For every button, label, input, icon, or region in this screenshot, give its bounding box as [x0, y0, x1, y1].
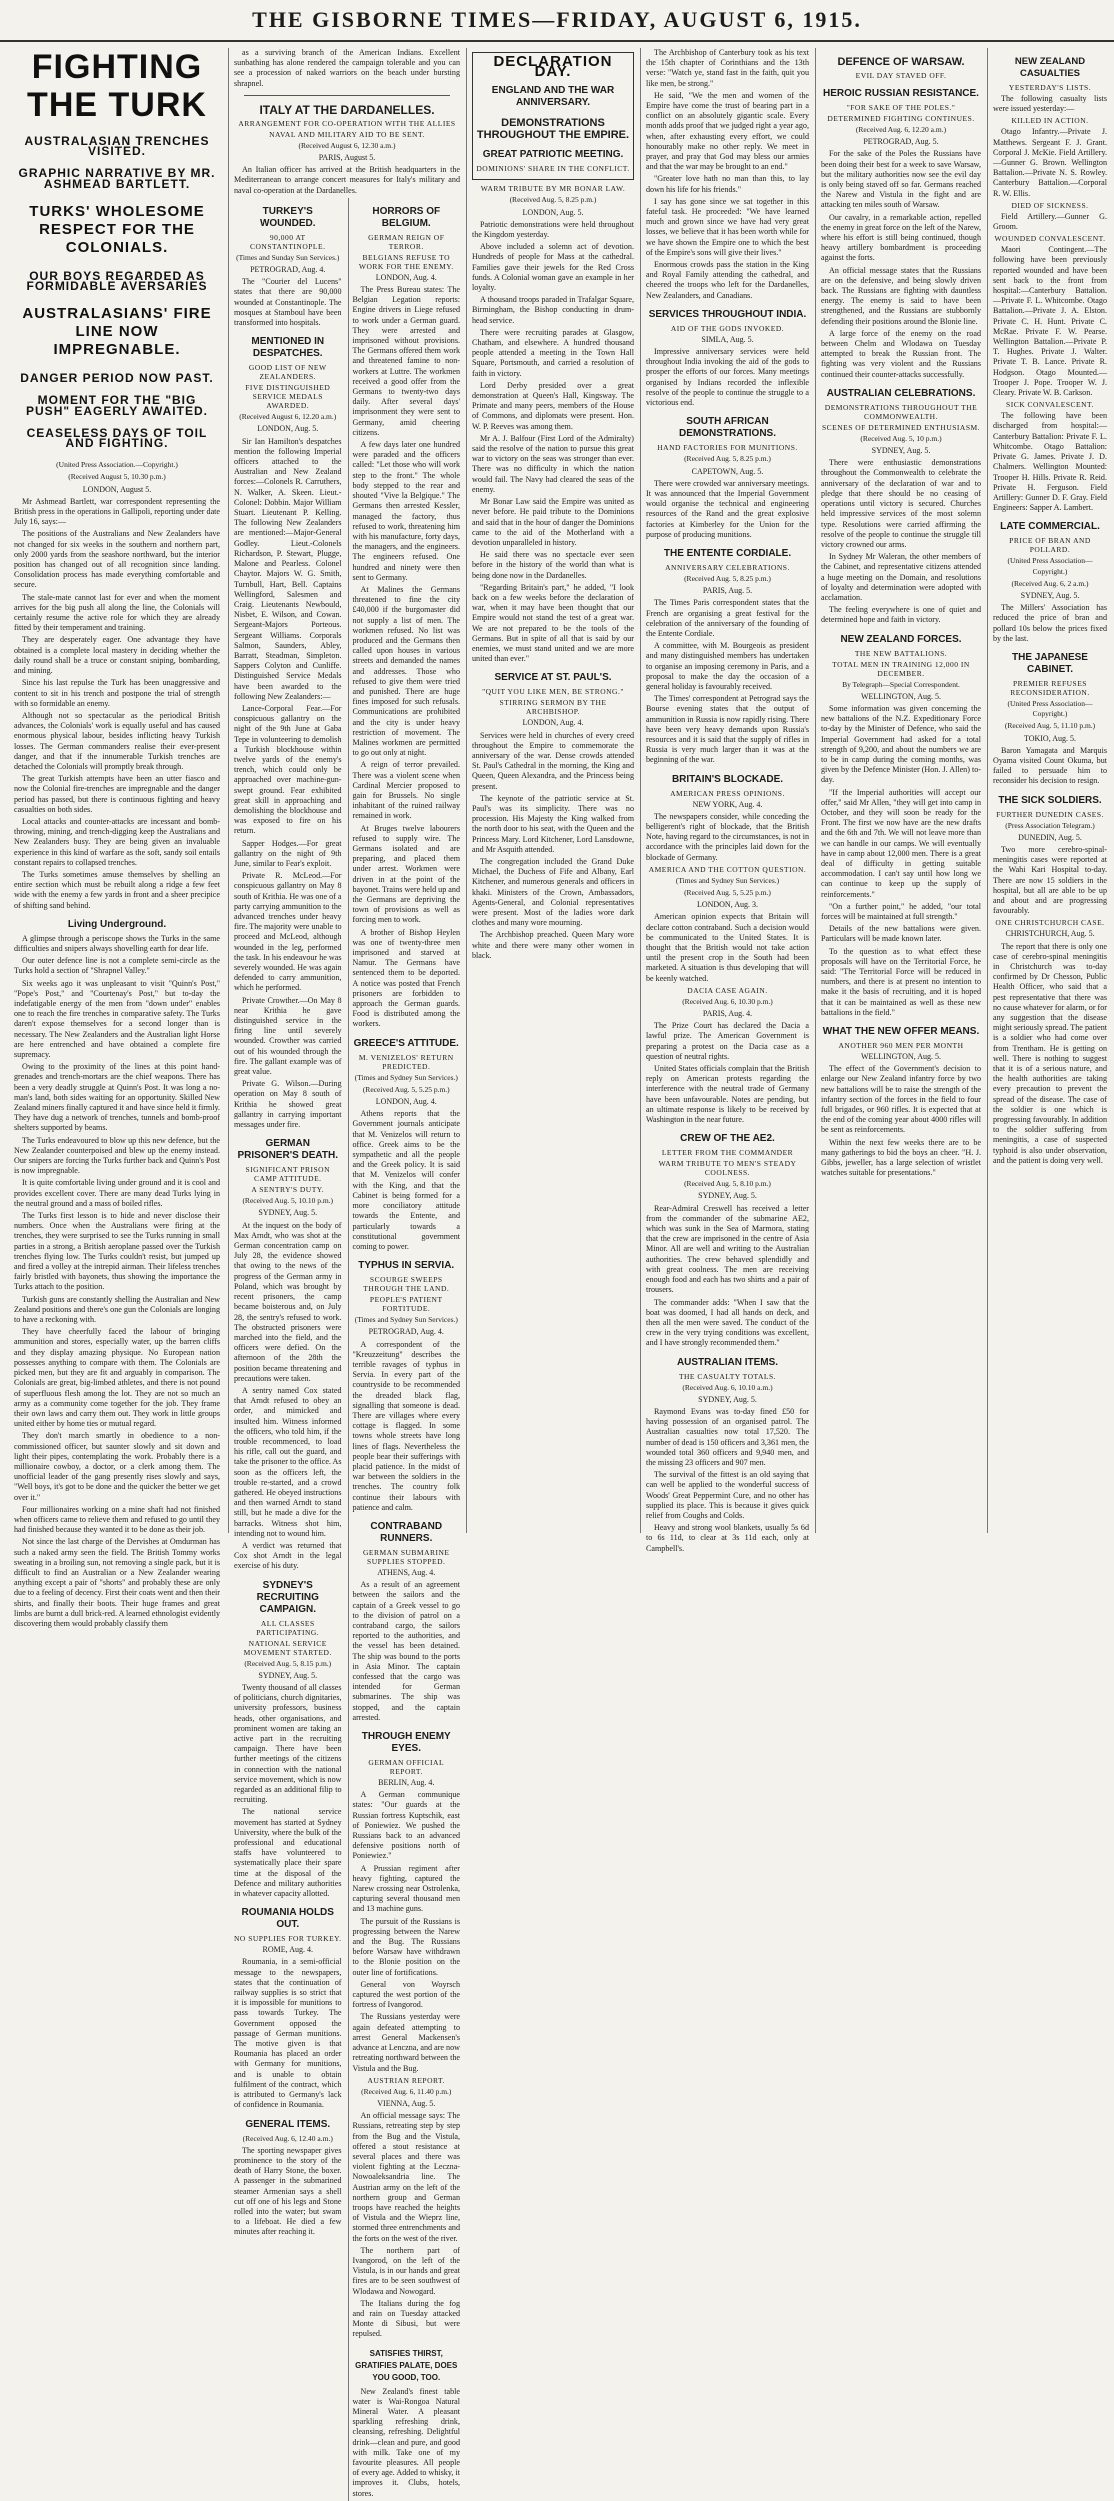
dateline: SYDNEY, Aug. 5.: [871, 446, 931, 456]
paragraph: An official message says: The Russians, retreating step by step from the Bug and the Vistula, offered a stout resistance at several places and there was violent fighting at the Leczna-Nowoaleksandria line. The Austrian army on the left of the northern group and German troops have reached the heights of Vistula and the Wieprz line, stormed three entrenchments and the forts on the west of the river.: [352, 2111, 460, 2243]
paragraph: At Bruges twelve labourers refused to supply wire. The Germans isolated and are preparing, and placed them under arrest. Workmen were driven in at the point of the bayonet. Trains were held up and the Germans are depriving the town of provisions as well as forcing men to work.: [352, 823, 460, 925]
deck: MOMENT FOR THE "BIG PUSH" EAGERLY AWAITED.: [26, 393, 208, 418]
subhead: GERMAN OFFICIAL REPORT.: [368, 1758, 445, 1777]
paragraph: Impressive anniversary services were held throughout India invoking the aid of the gods to prosper the efforts of our forces. Many meetings organised by Indians recorded the inflexible resolve of the people to continue the struggle to a victorious end.: [646, 347, 809, 408]
column-rule: [466, 48, 467, 1533]
subhead: Living Underground.: [67, 918, 167, 930]
deck: AUSTRALASIANS' FIRE LINE NOW IMPREGNABLE.: [22, 305, 212, 359]
column-1: [14, 48, 220, 1628]
headline: THE SICK SOLDIERS.: [998, 794, 1102, 806]
paragraph: The following casualty lists were issued yesterday:—: [993, 94, 1107, 114]
paragraph: Athens reports that the Government journals anticipate that M. Venizelos will return to office. Greek aims to be the sympathetic and all the people and the Greek policy. It is said that M. Venizelos will confer with the King, and that the Cabinet is being formed for a more conciliatory attitude towards the Entente, and particularly towards a constitutional government coming to power.: [352, 1109, 460, 1251]
paragraph: Our outer defence line is not a complete semi-circle as the Turks hold a section of "Shrapnel Valley.": [14, 956, 220, 976]
subhead: YESTERDAY'S LISTS.: [1008, 83, 1092, 92]
subhead: DETERMINED FIGHTING CONTINUES.: [827, 114, 975, 123]
paragraph: The newspapers consider, while conceding the belligerent's right of blockade, that the British Note, having regard to the circumstances, is not in accordance with the principles laid down for the blockade of Germany.: [646, 811, 809, 862]
paragraph: The Archbishop of Canterbury took as his text the 15th chapter of Corinthians and the 13th verse: "Watch ye, stand fast in the faith, quit you like men, be strong.": [646, 48, 809, 88]
deck: AUSTRALASIAN TRENCHES VISITED.: [24, 134, 210, 159]
subhead: GERMAN SUBMARINE SUPPLIES STOPPED.: [362, 1547, 450, 1566]
paragraph: A thousand troops paraded in Trafalgar Square, Birmingham, the Bishop conducting in drum-head service.: [472, 295, 634, 325]
received-line: (Received Aug. 5, 10.10 p.m.): [242, 1196, 334, 1206]
headline: TURKEY'S WOUNDED.: [259, 205, 316, 229]
paragraph: Turkish guns are constantly shelling the Australian and New Zealand positions and there's one gun the Colonials are longing to have a reckoning with.: [14, 1294, 220, 1325]
credit-line: (Times and Sunday Sun Services.): [236, 252, 340, 262]
paragraph: Private G. Wilson.—During operation on May 8 south of Krithia he showed great gallantry in carrying important messages under fire.: [234, 1079, 342, 1130]
paragraph: It is quite comfortable living under ground and it is cool and provides excellent cover. There are many dead Turks lying in the neutral ground and a mass of boiled rifles.: [14, 1178, 220, 1208]
advert-headline: SATISFIES THIRST, GRATIFIES PALATE, DOES YOU GOOD, TOO.: [355, 2348, 458, 2382]
subhead: DEMONSTRATIONS THROUGHOUT THE EMPIRE.: [476, 117, 630, 142]
paragraph: Raymond Evans was to-day fined £50 for having possession of an organised patrol. The Australian casualties now total 17,520. The number of dead is 150 officers and 3,361 men, the wounded total 360 officers and 9,940 men, and the missing 23 officers and 907 men.: [646, 1406, 809, 1467]
paragraph: The commander adds: "When I saw that the boat was doomed, I had all hands on deck, and then all the men were saved. The conduct of the crew in the very trying conditions was excellent, and I have strongly recommended them.": [646, 1297, 809, 1348]
paragraph: Two more cerebro-spinal-meningitis cases were reported at the Wahi Kari Hospital to-day. There are now 15 soldiers in the hospital, but all are able to be up and about and are progressing favourably.: [993, 844, 1107, 916]
subhead: AUSTRIAN REPORT.: [367, 2075, 445, 2085]
received-line: (Received Aug. 6, 12.40 a.m.): [242, 2133, 333, 2143]
paragraph: The report that there is only one case of cerebro-spinal meningitis in Christchurch was to-day confirmed by Dr Chesson, Public Health Officer, who said that a pest representative that there was no cause whatever for alarm, or for any suggestion that the disease might seriously spread. The patient is a soldier who had come over from Trentham. He is getting on well. There is nothing to suggest that it is of a serious nature, and the health authorities are taking every precaution to prevent the spread of the disease. The case of the soldier is one which is progressing favourably. In addition to the soldier suffering from meningitis, a case of suspected typhoid is also under observation, and the patient is doing very well.: [993, 941, 1107, 1165]
dateline: WELLINGTON, Aug. 5.: [860, 1052, 942, 1062]
subhead: ENGLAND AND THE WAR ANNIVERSARY.: [491, 85, 615, 109]
paragraph: A German communique states: "Our guards at the Russian fortress Kuptschik, east of Poniewiez. We pushed the Russians back to an advanced defensive positions north of Poniewiez.": [352, 1790, 460, 1861]
credit-line: (United Press Association—Copyright.): [1007, 698, 1093, 719]
subhead: TOTAL MEN IN TRAINING 12,000 IN DECEMBER.: [832, 659, 970, 678]
dateline: SIMLA, Aug. 5.: [701, 334, 754, 344]
received-line: (Received August 6, 12.30 a.m.): [298, 140, 396, 150]
deck: GRAPHIC NARRATIVE BY MR. ASHMEAD BARTLETT.: [18, 166, 216, 191]
paragraph: A sentry named Cox stated that Arndt refused to obey an order, and mimicked and insulted him. Witness informed the officers, who told him, if the trouble recommenced, to load his rifle, call out the guard, and take the prisoner to the office. As soon as the officers left, the trouble re-started, and a crowd gathered. He obeyed instructions and then warned Arndt to stand still, but he made a dive for the barracks. Witness shot him, intending not to wound him.: [234, 1385, 342, 1538]
paragraph: General von Woyrsch captured the west portion of the fortress of Ivangorod.: [352, 1979, 460, 2010]
subhead: NAVAL AND MILITARY AID TO BE SENT.: [269, 129, 425, 139]
subhead: DOMINIONS' SHARE IN THE CONFLICT.: [476, 164, 630, 174]
paragraph: The stale-mate cannot last for ever and when the moment arrives for the big push all along the line, the Colonials will certainly resume the active role for which they are already fitted by their temperament and training.: [14, 592, 220, 633]
subhead: DACIA CASE AGAIN.: [687, 985, 768, 995]
paragraph: There were crowded war anniversary meetings. It was announced that the Imperial Government would organise the technical and engineering resources of the Rand and the great explosive factories at Kimberley for the Union for the purpose of producing munitions.: [646, 478, 809, 539]
paragraph: Six weeks ago it was unpleasant to visit "Quinn's Post," "Pope's Post," and "Courtenay's Post," but to-day the indefatigable energy of the men from "down under" enables one to reach the fire trenches in comparative safety. The Turks daren't expose themselves for a second longer than is necessary. The New Zealanders and the Australian light Horse are here entrenched and have obtained a complete fire supremacy.: [14, 978, 220, 1059]
paragraph: An Italian officer has arrived at the British headquarters in the Mediterranean to arrange concert measures for Italy's military and naval co-operation at the Dardanelles.: [234, 165, 460, 195]
subhead: PRICE OF BRAN AND POLLARD.: [1009, 536, 1091, 555]
headline-fighting-turk: FIGHTING THE TURK: [27, 48, 207, 124]
paragraph: The Prize Court has declared the Dacia a lawful prize. The American Government is preparing a protest on the Dacia case as a question of neutral rights.: [646, 1021, 809, 1061]
credit-line: (Times and Sydney Sun Services.): [354, 1072, 458, 1082]
paragraph: Owing to the proximity of the lines at this point hand-grenades and trench-mortars are the chief weapons. There has been a very deadly struggle at Quinn's Post. It was long a no-man's land, both sides waiting for an opportunity. Skilled New Zealand miners finally captured it and have since held it firmly. They have dug a network of trenches, tunnels and bomb-proof shelters supported by beams.: [14, 1062, 220, 1133]
paragraph: Rear-Admiral Creswell has received a letter from the commander of the submarine AE2, which was sunk in the Sea of Marmora, stating that the crew are imprisoned in the centre of Asia Minor. All are well and writing to the Australian authorities. The crew behaved splendidly and with great coolness. The men are receiving enough food and each has two shirts and a pair of trousers.: [646, 1203, 809, 1295]
paragraph: At Malines the Germans threatened to fine the city £40,000 if the burgomaster did not supply a list of men. The workmen refused. No list was produced and the Germans then called upon houses in various streets and demanded the names and addresses. Those who refused to give them were tried and punished. There are huge fines imposed for such refusals. Communications are prohibited and the city is under heavy restriction of movement. The Malines workmen are permitted to go out only at night.: [352, 584, 460, 758]
paragraph: The Times Paris correspondent states that the French are organising a great festival for the celebration of the anniversary of the founding of the Entente Cordiale.: [646, 598, 809, 638]
deck: CEASELESS DAYS OF TOIL AND FIGHTING.: [26, 425, 208, 451]
paragraph: The pursuit of the Russians is progressing between the Narew and the Bug. The Russians before Warsaw have withdrawn to the Blonie position on the outer line of fortifications.: [352, 1916, 460, 1977]
received-line: (Received Aug. 5, 11.10 p.m.): [1004, 721, 1096, 731]
paragraph: as a surviving branch of the American Indians. Excellent sunbathing has alone rendered the campaign tolerable and you can see a procession of naked warriors on the beach under bursting shrapnel.: [234, 48, 460, 88]
paragraph: Not since the last charge of the Dervishes at Omdurman has such a naked army seen the field. The British Tommy works sweating in a broiling sun, not removing a single pack, but it is difficult to find an Australian or a New Zealander wearing anything except a pair of "shorts" and probably these are only due to a feeling of decency. First their coats went and then their shirts, and finally their boots. Their huge frames and great limbs are burnt a dull brick-red. A learned ethnologist evidently discovering them would probably classify them: [14, 1537, 220, 1628]
subhead: DIED OF SICKNESS.: [1011, 200, 1089, 210]
paragraph: The Times' correspondent at Petrograd says the Bourse evening states that the output of ammunition in Russia is now rapidly rising. There have been very heavy demands upon Russia's resources and it is said that the supply of rifles in Russia is very much larger than it was at the beginning of the war.: [646, 694, 809, 765]
paragraph: The "Courier del Lucens" states that there are 90,000 wounded at Constantinople. The mosques at Stamboul have been transformed into hospitals.: [234, 277, 342, 328]
masthead-title: THE GISBORNE TIMES—FRIDAY, AUGUST 6, 1915.: [252, 7, 862, 32]
headline: HORRORS OF BELGIUM.: [372, 205, 441, 229]
paragraph: Mr Ashmead Bartlett, war correspondent representing the British press in the operations in Gallipoli, reporting under date July 16, says:—: [14, 496, 220, 527]
paragraph: Enormous crowds pass the station in the King and Royal Family attending the cathedral, and cheered the troops who left for the Dardanelles, New Zealanders, and Canadians.: [646, 260, 809, 300]
paragraph: Patriotic demonstrations were held throughout the Kingdom yesterday.: [472, 219, 634, 240]
paragraph: The survival of the fittest is an old saying that can well be applied to the wonderful success of Woods' Great Peppermint Cure, and no other has supplied its place. This is because it gives quick relief from Coughs and Colds.: [646, 1470, 809, 1520]
headline: AUSTRALIAN ITEMS.: [676, 1356, 779, 1368]
headline: WHAT THE NEW OFFER MEANS.: [822, 1026, 980, 1038]
subhead: GERMAN REIGN OF TERROR.: [368, 232, 445, 251]
subhead: GOOD LIST OF NEW ZEALANDERS.: [248, 363, 327, 382]
subhead: ONE CHRISTCHURCH CASE.: [995, 918, 1105, 928]
headline: ROUMANIA HOLDS OUT.: [241, 1907, 334, 1931]
paragraph: The Russians yesterday were again defeated attempting to arrest General Mackensen's advance at Lenczna, and are now retreating northward between the Vistula and the Bug.: [352, 2012, 460, 2073]
paragraph: Our cavalry, in a remarkable action, repelled the enemy in great force on the left of the Narew, where his effort is still being continued, though heavy artillery bombardment is proceeding against the forts.: [821, 212, 981, 263]
credit-line: (United Press Association.—Copyright.): [56, 460, 178, 470]
dateline: BERLIN, Aug. 4.: [378, 1778, 435, 1788]
paragraph: The Archbishop preached. Queen Mary wore white and there were many other women in black.: [472, 930, 634, 960]
dateline: WELLINGTON, Aug. 5.: [860, 691, 942, 701]
paragraph: A Prussian regiment after heavy fighting, captured the Narew crossing near Ostrolenka, capturing several thousand men and 13 machine guns.: [352, 1863, 460, 1914]
dateline: PARIS, August 5.: [318, 153, 376, 163]
headline: MENTIONED IN DESPATCHES.: [251, 336, 325, 360]
dateline: DUNEDIN, Aug. 5.: [1018, 832, 1082, 842]
paragraph: They don't march smartly in obedience to a non-commissioned officer, but saunter slowly and sit down and light their pipes, contemplating the work. Probably there is a millionaire cowboy, a doctor, or a clerk among them. The unofficial leader of the gang presently rises slowly and says, "Well boys, it's got to be done and the quicker the better we get over it.": [14, 1431, 220, 1502]
dateline: PARIS, Aug. 5.: [702, 586, 753, 596]
column-5: [821, 48, 981, 1535]
paragraph: For the sake of the Poles the Russians have been doing their best for a week to save Warsaw, but the military authorities now see the evil day is only being staved off so far. Germans reached the Narew and Vistula in the fight and are attacking ten miles south of Warsaw.: [821, 149, 981, 210]
column-rule: [815, 48, 816, 1533]
credit-line: (United Press Association—Copyright.): [1007, 556, 1093, 576]
received-line: (Received Aug. 5, 8.25 p.m.): [684, 573, 771, 583]
dateline: LONDON, August 5.: [82, 484, 152, 494]
paragraph: Otago Infantry.—Private J. Matthews. Sergeant F. J. Grant. Corporal J. McKie. Field Artillery.—Gunner G. Brown. Wellington Battalion.—Private N. S. Rowley. Canterbury Battalion.—Corporal R. W. Ellis.: [993, 127, 1107, 198]
headline: DEFENCE OF WARSAW.: [837, 56, 965, 68]
subhead: THE NEW BATTALIONS.: [854, 648, 948, 658]
subhead: PREMIER REFUSES RECONSIDERATION.: [1010, 678, 1090, 697]
paragraph: "Regarding Britain's part," he added, "I look back on a few weeks before the declaration of war, when it may have been thought that our Empire would not stand the test of a great war. We are not prepared to be the tools of the Germans. But in spite of all that is said by our enemies, we must stand united and we are more united than ever.": [472, 582, 634, 664]
masthead: [0, 0, 1114, 42]
credit-line: (Times and Sydney Sun Services.): [354, 1315, 458, 1325]
paragraph: The feeling everywhere is one of quiet and determined hope and faith in victory.: [821, 605, 981, 625]
subhead: HEROIC RUSSIAN RESISTANCE.: [823, 88, 979, 99]
dateline: LONDON, Aug. 4.: [375, 272, 437, 282]
paragraph: The following have been discharged from hospital:—Canterbury Battalion: Private F. L. Whitcombe. Otago Battalion: Private G. James. Private J. D. Chalmers. Wellington Mounted: Trooper H. Hills. Private R. Reid. Private H. Ferguson. Field Artillery: Gunner D. F. Gray. Field Engineers: Sapper A. Lambert.: [993, 411, 1107, 513]
paragraph: Since his last repulse the Turk has been unaggressive and content to sit in his trench and postpone the trial of strength with so formidable an enemy.: [14, 678, 220, 708]
dateline: CAPETOWN, Aug. 5.: [691, 466, 764, 476]
paragraph: A large force of the enemy on the road between Chelm and Wlodawa on Tuesday attempted to break the Russian front. The fighting was very violent and the Russians continued their counter-attacks successfully.: [821, 328, 981, 379]
paragraph: A correspondent of the "Kreuzzeitung" describes the terrible ravages of typhus in Servia. In every part of the countryside to be recommended the dreaded black flag, signalling that someone is dead. There are villages where every cottage is flagged. In some towns whole streets have long lines of flags. Nevertheless the people bear their sufferings with placid patience. In the midst of war between the soldiers in the trenches. The country folk continue their labours with patience and calm.: [352, 1339, 460, 1512]
headline: DECLARATION DAY.: [493, 53, 613, 81]
column-6: [993, 48, 1107, 1535]
paragraph: American opinion expects that Britain will declare cotton contraband. Such a decision would be communicated to the United States. It is thought that the British would not take action until the present crop in the South had been marketed. A situation is thus developing that will be keenly watched.: [646, 912, 809, 983]
headline: SOUTH AFRICAN DEMONSTRATIONS.: [678, 416, 777, 440]
paragraph: The effect of the Government's decision to enlarge our New Zealand infantry force by two new battalions will be to raise the strength of the infantry section of the forces in the field to four full brigades, or 960 rifles. It is expected that at the end of the coming year about 4000 rifles will be sent as reinforcements.: [821, 1064, 981, 1135]
dateline: LONDON, Aug. 4.: [375, 1097, 437, 1107]
subhead: THE CASUALTY TOTALS.: [678, 1371, 777, 1381]
headline: LATE COMMERCIAL.: [1000, 521, 1100, 533]
headline: GERMAN PRISONER'S DEATH.: [237, 1138, 339, 1162]
paragraph: United States officials complain that the British reply on American protests regarding the interference with the neutral trade of Germany have been unfavourable. Notes are pending, but an ultimate response is likely to be received by Washington in the near future.: [646, 1064, 809, 1125]
dateline: SYDNEY, Aug. 5.: [1020, 590, 1080, 600]
paragraph: Twenty thousand of all classes of politicians, church dignitaries, university professors, business heads, other organisations, and prominent women are taking an active part in the recruiting campaign. There have been further meetings of the citizens in connection with the national service movement, which is now regarded as an additional filip to recruiting.: [234, 1682, 342, 1805]
dateline: VIENNA, Aug. 5.: [377, 2098, 436, 2108]
paragraph: In Sydney Mr Waleran, the other members of the Cabinet, and representative citizens attended a huge meeting on the Domain, and resolutions of loyalty and determination were adopted with acclamation.: [821, 552, 981, 602]
paragraph: Local attacks and counter-attacks are incessant and bomb-throwing, mining, and trench-digging keep the Australians and New Zealanders busy. They are being given an invaluable experience in this kind of warfare as the soft, sandy soil entails constant repairs to collapsed trenches.: [14, 816, 220, 867]
headline: ITALY AT THE DARDANELLES.: [259, 102, 435, 117]
column-rule: [228, 48, 229, 1533]
column-3: [472, 48, 634, 1535]
subhead: NATIONAL SERVICE MOVEMENT STARTED.: [243, 1638, 332, 1657]
deck: TURKS' WHOLESOME RESPECT FOR THE COLONIALS.: [29, 202, 205, 256]
received-line: (Received Aug. 5, 8.25 p.m.): [684, 454, 771, 464]
paragraph: A few days later one hundred were paraded and the officers called: "Let those who will work step to the front." The whole body stepped to the rear and shouted "Vive la Belgique." The Germans then arrested Kessler, managed the factory, thus refused to work, threatening him with his manufacture, forty days, the managers, and the engineers. The engineers refused. One hundred and ninety were then sent to Germany.: [352, 440, 460, 582]
received-line: (Received Aug. 5, 8.15 p.m.): [244, 1658, 332, 1668]
dateline: LONDON, Aug. 4.: [522, 718, 584, 728]
paragraph: A glimpse through a periscope shows the Turks in the same difficulties and snipers always shovelling earth for dear life.: [14, 933, 220, 953]
headline: AUSTRALIAN CELEBRATIONS.: [826, 387, 976, 399]
paragraph: The congregation included the Grand Duke Michael, the Duchess of Fife and Albany, Earl Kitchener, and numerous generals and officers in khaki. Ministers of the Crown, Ambassadors, Agents-General, and Colonial representatives were present. Most of the ladies wore dark clothes and many wore mourning.: [472, 856, 634, 928]
paragraph: Mr A. J. Balfour (First Lord of the Admiralty) said the resolve of the nation to pursue this great war to victory on the seas was stronger than ever. There was no difficulty in which the nation would fail. The Navy had cleared the seas of the enemy.: [472, 433, 634, 494]
received-line: (Received August 5, 10.30 p.m.): [68, 472, 166, 482]
subhead: ANNIVERSARY CELEBRATIONS.: [665, 562, 790, 572]
subhead: A SENTRY'S DUTY.: [251, 1185, 325, 1195]
advert-text: New Zealand's finest table water is Wai-Rongoa Natural Mineral Water. A pleasant sparkling refreshing drink, cleansing, refreshing. Delightful drink—clean and pure, and good with milk. Take one of my favourite pleasures. All people of every age. Added to whisky, it improves it. Clubs, hotels, stores.: [352, 2386, 460, 2498]
paragraph: A verdict was returned that Cox shot Arndt in the legal exercise of his duty.: [234, 1540, 342, 1571]
dateline: NEW YORK, Aug. 4.: [692, 799, 763, 809]
column-2: [234, 48, 460, 2498]
subhead: WARM TRIBUTE BY MR BONAR LAW.: [480, 184, 626, 194]
dateline: PARIS, Aug. 4.: [702, 1009, 753, 1019]
headline: THROUGH ENEMY EYES.: [361, 1731, 451, 1755]
paragraph: The Turks endeavoured to blow up this new defence, but the New Zealander counterpoised and blew up the enemy instead. Our snipers are forcing the Turks further back and Quinn's Post is now impregnable.: [14, 1135, 220, 1176]
subhead: HAND FACTORIES FOR MUNITIONS.: [657, 443, 798, 453]
paragraph: Baron Yamagata and Marquis Oyama visited Count Okuma, but failed to persuade him to reconsider his decision to resign.: [993, 745, 1107, 786]
column-rule: [987, 48, 988, 1533]
paragraph: They are desperately eager. One advantage they have obtained is a complete local mastery in deciding whether the daily round shall be a truce or constant sniping, bombarding, and mining.: [14, 635, 220, 676]
paragraph: I say has gone since we sat together in this fateful task. He proceeded: "We have learned much and grown since we have had very great losses, we believe that it has been worth while for we have shown the Empire one to which the best of the Empire's sons will give their lives.": [646, 196, 809, 257]
paragraph: The Millers' Association has reduced the price of bran and pollard 10s below the prices fixed by the last.: [993, 603, 1107, 643]
paragraph: The keynote of the patriotic service at St. Paul's was its simplicity. There was no procession. His Majesty the King walked from the north door to his seat, with the Queen and the Princess Mary. Lord Kitchener, Lord Lansdowne, and Mr Asquith attended.: [472, 793, 634, 854]
headline: SERVICES THROUGHOUT INDIA.: [648, 308, 807, 320]
paragraph: Sapper Hodges.—For great gallantry on the night of 9th June, similar to Fear's exploit.: [234, 838, 342, 868]
subhead: WOUNDED CONVALESCENT.: [994, 234, 1106, 244]
divider: [244, 95, 450, 96]
paragraph: They have cheerfully faced the labour of bringing ammunition and stores, especially water, up the barren cliffs and they display amazing physique. No European nation possesses anything to compare with them. The Colonials are picked men, but they are fit and arguably in comparison. The Colonials are great, big-limbed athletes, and there is not pound of superfluous flesh among the lot. They are not so much an army as a community come together for the job. They frame their own laws and carry them out. They work in little groups united either by home ties or mutual regard.: [14, 1327, 220, 1429]
paragraph: The Turks first lesson is to hide and never disclose their numbers. Once when the Australians were firing at the trenches, they were surprised to see the Turks running in small parties in a strong, a British aeroplane passed over the Turkish trenches flying low. The Turks couldn't resist, but jumped up and fired a volley at the intrepid airman. Their lifeless trenches fairly bristled with bayonets, thus showing the importance the Turks attach to the position.: [14, 1211, 220, 1292]
column-rule: [640, 48, 641, 1533]
received-line: (Received Aug. 6, 12.20 a.m.): [855, 125, 947, 134]
paragraph: The great Turkish attempts have been an utter fiasco and now the Colonial fire-trenches are impregnable and the danger period has passed, but there is continuous fighting and heavy casualties on both sides.: [14, 774, 220, 814]
dateline: CHRISTCHURCH, Aug. 5.: [1005, 929, 1095, 939]
subhead: SCOURGE SWEEPS THROUGH THE LAND.: [363, 1275, 450, 1294]
deck: DANGER PERIOD NOW PAST.: [20, 371, 214, 386]
subhead: LETTER FROM THE COMMANDER: [661, 1148, 794, 1158]
paragraph: Four millionaires working on a mine shaft had not finished when officers came to relieve them and refused to go until they had finished because they wanted it to be done as their job.: [14, 1504, 220, 1535]
paragraph: The positions of the Australians and New Zealanders have not changed for six weeks in the southern and northern part, only 2000 yards from the seashore northward, but the interior position has changed out of all recognition since landing. Consolidation process has made everything comfortable and secure.: [14, 529, 220, 590]
dateline: PETROGRAD, Aug. 4.: [368, 1327, 444, 1337]
subhead: WARM TRIBUTE TO MEN'S STEADY COOLNESS.: [658, 1159, 797, 1178]
paragraph: Private R. McLeod.—For conspicuous gallantry on May 8 south of Krithia. He was one of a party carrying ammunition to the advanced trenches under heavy fire. The majority were unable to proceed and McLeod, although wounded in the leg, performed the task. In his endeavour he was severely wounded. He was again defended to carry ammunition, which he performed.: [234, 871, 342, 993]
subhead: ARRANGEMENT FOR CO-OPERATION WITH THE ALLIES: [238, 118, 456, 128]
subhead: DEMONSTRATIONS THROUGHOUT THE COMMONWEALTH.: [824, 402, 978, 421]
paragraph: Heavy and strong wool blankets, usually 5s 6d to 6s 11d, to clear at 3s 11d each, only at Campbell's.: [646, 1523, 809, 1553]
subhead: M. VENIZELOS' RETURN PREDICTED.: [358, 1052, 454, 1071]
paragraph: A committee, with M. Bourgeois as president and many distinguished members has undertaken to organise an imposing ceremony in Paris, and a proposal to make the day the occasion of a general holiday is favourably received.: [646, 641, 809, 691]
deck: OUR BOYS REGARDED AS FORMIDABLE AVERSARIES: [26, 268, 208, 294]
subcolumn-left: [234, 198, 342, 2501]
dateline: SYDNEY, Aug. 5.: [698, 1191, 757, 1201]
subhead: AMERICAN PRESS OPINIONS.: [670, 788, 785, 798]
headline: THE ENTENTE CORDIALE.: [663, 547, 792, 559]
credit-line: (Press Association Telegram.): [1005, 820, 1095, 830]
paragraph: The Press Bureau states: The Belgian Legation reports: Engine drivers in Liege refused to work under a German guard. They were arrested and imprisoned without provisions. The Germans offered them work and threatened famine to non-workers at Luttre. The workmen received a good offer from the Germans to twenty-two days daily. After several days' imprisonment they were sent to Germany, amid cheering citizens.: [352, 285, 460, 437]
paragraph: A reign of terror prevailed. There was a violent scene when Cardinal Mercier proposed to gain for Brussels. No single inhabitant of the ruined railway remained in work.: [352, 760, 460, 821]
paragraph: A brother of Bishop Heylen was one of twenty-three men imprisoned and starved at Namur. The Germans have sentenced them to be deported. A notice was posted that French prisoners are forbidden to approach the German guards. Food is distributed among the workers.: [352, 927, 460, 1029]
paragraph: An official message states that the Russians are on the defensive, and being slowly driven back. The Russians are fighting with dauntless energy. The enemy is said to have been strengthened, and the Russians are stubbornly defending their positions around the Blonie line.: [821, 265, 981, 326]
paragraph: Although not so spectacular as the periodical British advances, the Colonials' work is equally useful and has caused enormous physical labour, besides inflicting heavy Turkish losses. The German commanders realise their ever-present danger, and that if the innumerable Turkish trenches are detached the Colonials will promptly break through.: [14, 710, 220, 771]
subhead: AID OF THE GODS INVOKED.: [670, 323, 785, 333]
paragraph: Field Artillery.—Gunner G. Groom.: [993, 211, 1107, 232]
received-line: (Received Aug. 5, 10 p.m.): [860, 433, 942, 443]
subhead: GREAT PATRIOTIC MEETING.: [482, 149, 624, 161]
paragraph: The sporting newspaper gives prominence to the story of the death of Harry Stone, the boxer. A passenger in the submarined steamer Armenian says a shell cut off one of his legs and Stone rolled into the water; but swam to a lifeboat. He died a few minutes after reaching it.: [234, 2145, 342, 2237]
paragraph: Mr Bonar Law said the Empire was united as never before. He paid tribute to the Dominions and said that in the hour of danger the Dominions came to the aid of the Motherland with a devotion unparalleled in history.: [472, 497, 634, 547]
received-line: (Received Aug. 5, 8.25 p.m.): [509, 195, 597, 205]
subhead: KILLED IN ACTION.: [1011, 116, 1089, 126]
received-line: (Received August 6, 12.20 a.m.): [239, 412, 337, 422]
paragraph: To the question as to what effect these proposals will have on the Territorial Force, he said: "The Territorial Force will be reduced in numbers, and there is at present no intention to make it the basis of recruiting, and it is hoped that it can be maintained as well as these new battalions in the field.": [821, 946, 981, 1017]
dateline: SYDNEY, Aug. 5.: [258, 1670, 318, 1680]
received-line: (Received Aug. 5, 5.25 p.m.): [362, 1084, 450, 1094]
received-line: (Received Aug. 6, 10.10 a.m.): [682, 1382, 773, 1392]
paragraph: Roumania, in a semi-official message to the newspapers, states that the continuation of railway supplies is so strict that it is impossible for munitions to pass towards Turkey. The Government opposed the passage of German munitions. The motive given is that Roumania has placed an order with Germany for munitions, and is unable to obtain fulfilment of the contract, which is attributed to Germany's lack of confidence in Roumania.: [234, 1957, 342, 2110]
paragraph: Maori Contingent.—The following have been previously reported wounded and have been sent back to the front from hospital:—Canterbury Battalion.—Private F. L. Whitcombe. Otago Battalion.—Private J. A. Elston. Private C. H. Hunt. Private C. McRae. Private F. W. Pearse. Wellington Battalion.—Private P. T. Hughes. Private J. Walter. Private T. B. Lance. Private R. Hodgson. Otago Mounted.—Trooper J. Pope. Trooper W. J. Cleary. Private W. B. Carkson.: [993, 245, 1107, 398]
headline: THE JAPANESE CABINET.: [1012, 651, 1088, 675]
subhead: PEOPLE'S PATIENT FORTITUDE.: [369, 1295, 443, 1314]
paragraph: The Turks sometimes amuse themselves by shelling an entire section which must be rebuilt along a ridge a few feet wide with the enemy a few yards in front and a sheer precipice of shifting sand behind.: [14, 869, 220, 910]
paragraph: "Greater love hath no man than this, to lay down his life for his friends.": [646, 174, 809, 194]
received-line: (Received Aug. 6, 2 a.m.): [1011, 578, 1089, 588]
received-line: (Received Aug. 5, 5.25 p.m.): [684, 888, 771, 897]
subhead: FIVE DISTINGUISHED SERVICE MEDALS AWARDED.: [245, 383, 331, 411]
paragraph: Above included a solemn act of devotion. Hundreds of people for Mass at the cathedral. Families gave their jewels for the Red Cross funds. A Colonial woman gave an example in her loyalty.: [472, 242, 634, 293]
subhead: ANOTHER 960 MEN PER MONTH: [838, 1041, 964, 1051]
paragraph: Lance-Corporal Fear.—For conspicuous gallantry on the night of the 9th June at Gaba Tepe in volunteering to demolish a Turkish blockhouse within twelve yards of the enemy's trench, which could only be approached over machine-gun-swept ground. Fear exhibited great skill in approaching and demolishing the blockhouse and was exposed to fire on his return.: [234, 703, 342, 836]
paragraph: Some information was given concerning the new battalions of the N.Z. Expeditionary Force to-day by the Minister of Defence, who said the Imperial Government had asked for a total strength of 9,200, and about the numbers we are to be in camp during the coming months, was given by the Defence Minister (Hon. J. Allen) to-day.: [821, 703, 981, 785]
subhead: FURTHER DUNEDIN CASES.: [996, 809, 1104, 819]
dateline: SYDNEY, Aug. 5.: [698, 1394, 757, 1404]
dateline: ROME, Aug. 4.: [262, 1945, 313, 1955]
headline: GENERAL ITEMS.: [245, 2118, 331, 2130]
paragraph: Private Crowther.—On May 8 near Krithia he gave distinguished service in the firing line until severely wounded. Crowther was carried out of his wounded through the fire. The gallant example was of great value.: [234, 995, 342, 1077]
paragraph: The northern part of Ivangorod, on the left of the Vistula, is in our hands and great fires are to be seen southwest of Wlodawa and Nowogard.: [352, 2245, 460, 2296]
subhead: "FOR SAKE OF THE POLES.": [846, 103, 956, 112]
paragraph: The national service movement has started at Sydney University, where the bulk of the professional and educational staffs have volunteered to systematically place their spare time at the disposal of the Defence and military authorities in whatever capacity allotted.: [234, 1807, 342, 1899]
subcolumn-right: [348, 198, 461, 2501]
dateline: PETROGRAD, Aug. 4.: [250, 265, 326, 275]
paragraph: As a result of an agreement between the sailors and the captain of a Greek vessel to go to the division of patrol on a contraband cargo, the sailors reported to the authorities, and the vessel has been detained. The ship was bound to the ports in Asia Minor. The captain confessed that the cargo was intended for German submarines. The ship was stopped, and the captain arrested.: [352, 1580, 460, 1722]
dateline: LONDON, Aug. 5.: [522, 207, 584, 217]
subhead: STIRRING SERMON BY THE ARCHBISHOP.: [499, 698, 607, 717]
paragraph: He said there was no spectacle ever seen before in the history of the world than what is being done now in the Dardanelles.: [472, 550, 634, 580]
paragraph: Lord Derby presided over a great demonstration at Queen's Hall, Kingsway. The Primate and many peers, members of the House of Commons, and diplomats were present. Hon. W. P. Reeves was among them.: [472, 380, 634, 431]
subhead: EVIL DAY STAVED OFF.: [855, 71, 947, 80]
paragraph: "On a further point," he added, "our total forces will be maintained at full strength.": [821, 901, 981, 921]
dateline: LONDON, Aug. 3.: [696, 900, 759, 910]
headline: BRITAIN'S BLOCKADE.: [671, 773, 784, 785]
headline: NEW ZEALAND FORCES.: [840, 633, 962, 645]
paragraph: "If the Imperial authorities will accept our offer," said Mr Allen, "they will get into camp in October, and they will soon be ready for the Front. The first we now have are the new drafts and the 6th and 7th. We will not leave more than we can handle in our camps. We will eventually have in camp about 12,000 men. There is a great deal of difficulty in getting suitable accommodation. I can't say until how long we can continue to keep up the supply of reinforcements.": [821, 787, 981, 899]
subhead: SICK CONVALESCENT.: [1006, 400, 1094, 410]
dateline: ATHENS, Aug. 4.: [377, 1567, 436, 1577]
paragraph: He said, "We the men and women of the Empire have come the trust of bearing part in a conflict on an absolutely gigantic scale. Every month adds proof that we judged right a year ago, when, after exhausting every effort, we could honourably make no other reply. We meet in prayer, and pray that God may bless our armies and that the war may be brought to an end.": [646, 90, 809, 172]
subhead: NO SUPPLIES FOR TURKEY.: [234, 1934, 342, 1944]
paragraph: The Italians during the fog and rain on Tuesday attacked Monte di Sibusi, but were repulsed.: [352, 2298, 460, 2339]
dateline: TOKIO, Aug. 5.: [1023, 733, 1077, 743]
subhead: SIGNIFICANT PRISON CAMP ATTITUDE.: [245, 1165, 330, 1184]
paragraph: There were recruiting parades at Glasgow, Chatham, and elsewhere. A hundred thousand people attended a meeting in the Town Hall Square, Portsmouth, and carried a resolution of faith in victory.: [472, 327, 634, 378]
headline: NEW ZEALAND CASUALTIES: [1014, 56, 1086, 79]
paragraph: At the inquest on the body of Max Arndt, who was shot at the German concentration camp on July 28, the evidence showed that owing to the news of the progress of the German army in Poland, which was brought by recent prisoners, the camp became boisterous and, on July 28, the sentry's refused to work. The obstructed prisoners were marched into the field, and the officers were defied. On the afternoon of the 28th the position became threatening and precautions were taken.: [234, 1220, 342, 1383]
headline: TYPHUS IN SERVIA.: [358, 1260, 455, 1272]
paragraph: Details of the new battalions were given. Particulars will be made known later.: [821, 924, 981, 944]
subhead: AMERICA AND THE COTTON QUESTION.: [648, 864, 807, 874]
subhead: SCENES OF DETERMINED ENTHUSIASM.: [821, 422, 981, 432]
credit-line: By Telegraph—Special Correspondent.: [842, 679, 960, 689]
dateline: PETROGRAD, Aug. 5.: [863, 137, 939, 147]
headline: SERVICE AT ST. PAUL'S.: [494, 672, 612, 684]
paragraph: There were enthusiastic demonstrations throughout the Commonwealth to celebrate the anniversary of the declaration of war and to pledge that there should be no ceasing of operations until victory is secured. Churches held impressive services of the most solemn type. Resolutions were carried affirming the resolve of the people to continue the struggle till victory crowned our arms.: [821, 458, 981, 549]
received-line: (Received Aug. 5, 8.10 p.m.): [684, 1179, 771, 1189]
dateline: SYDNEY, Aug. 5.: [258, 1208, 318, 1218]
paragraph: Services were held in churches of every creed throughout the Empire to commemorate the anniversary of the war. Dense crowds attended St. Paul's Cathedral in the morning, the King and Queen, Queen Alexandra, and the Princess being present.: [472, 730, 634, 791]
headline: GREECE'S ATTITUDE.: [353, 1037, 459, 1049]
subhead: BELGIANS REFUSE TO WORK FOR THE ENEMY.: [358, 252, 454, 271]
declaration-box: [472, 52, 634, 180]
received-line: (Received Aug. 6, 10.30 p.m.): [682, 996, 773, 1006]
received-line: (Received Aug. 6, 11.40 p.m.): [361, 2086, 452, 2096]
subhead: ALL CLASSES PARTICIPATING.: [256, 1618, 320, 1637]
headline: SYDNEY'S RECRUITING CAMPAIGN.: [256, 1579, 319, 1615]
headline: CREW OF THE AE2.: [680, 1133, 775, 1145]
column-4: [646, 48, 809, 1553]
paragraph: Within the next few weeks there are to be many gatherings to bid the boys an cheer. "H. J. Gibbs, jeweller, has a large selection of wristlet watches suitable for presentations.": [821, 1137, 981, 1178]
two-column-block: [234, 198, 460, 2501]
subhead: 90,000 AT CONSTANTINOPLE.: [250, 232, 326, 251]
subhead: "QUIT YOU LIKE MEN, BE STRONG.": [482, 687, 624, 697]
paragraph: Sir Ian Hamilton's despatches mention the following Imperial officers attached to the Australian and New Zealand forces:—Colonels R. Carruthers, N. Walker, A. Skeen. Lieut.-Colonel: Dobbin. Major William Stuart. Lieutenant P. Kelling. The following New Zealanders are mentioned:—Major-General Godley. Lieut.-Colonels Richardson, P. Stewart, Plugge, Malone and Pearless. Colonel Chaytor. Majors W. G. Smith, Turnbull, Hart, Bell. Captains Wellingford, Salesmen and Craig. Lieutenants Newbould, Nisbet, E. Wilson, and Cowan. Sergeant-Majors Porteous. Sergeant Williams. Corporals Salmon, Saunders, Abley, Barratt, Steadman, Simpleton. Sappers Colyton and Cunliffe. Distinguished Service Medals have been awarded to the following New Zealanders:—: [234, 436, 342, 701]
credit-line: (Times and Sydney Sun Services.): [675, 875, 780, 885]
headline: CONTRABAND RUNNERS.: [370, 1520, 443, 1544]
dateline: LONDON, Aug. 5.: [257, 424, 319, 434]
